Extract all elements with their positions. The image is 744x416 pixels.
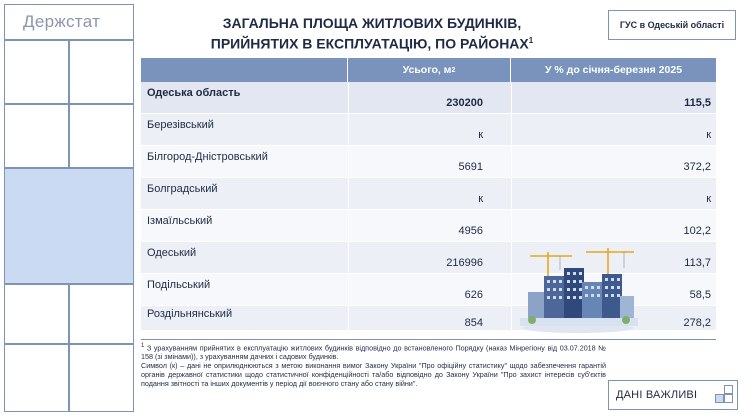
footnotes: [141, 342, 606, 388]
row-percent: к: [706, 129, 711, 141]
footnote-mark: 1: [528, 36, 534, 45]
header-total-sup: 2: [451, 66, 456, 74]
table-header: [141, 58, 716, 82]
row-name: Білгород-Дністровський: [147, 151, 268, 163]
important-data-badge: [608, 380, 738, 410]
row-name: Одеський: [147, 247, 197, 259]
grid-cell: [4, 284, 69, 344]
agency-text: ГУС в Одеській області: [619, 20, 725, 30]
row-percent: 278,2: [683, 317, 711, 329]
footnote-1-text: З урахуванням прийнятих в експлуатацію житлових будинків відповідно до встановленого Порядку (наказ Мінрегіону від 03.07.2018 № 158 (зі змінами)), з урахуванням дачних і садових будинків.: [141, 343, 607, 362]
grid-cell: [4, 40, 69, 104]
footnote-2: Символ (к) – дані не оприлюднюються з метою виконання вимог Закону України "Про офіційну статистику" щодо забезпечення гарантій органів державної статистики щодо статистичної конфіденційності та/або відповідно до Закону України "Про захист інтересів суб'єктів подання звітності та інших документів у період дії воєнного стану або стану війни".: [141, 361, 606, 389]
page-title: [142, 14, 602, 53]
badge-label: ДАНІ ВАЖЛИВІ: [616, 389, 698, 401]
title-line-1: ЗАГАЛЬНА ПЛОЩА ЖИТЛОВИХ БУДИНКІВ,: [222, 15, 522, 31]
row-total: 230200: [446, 97, 483, 109]
grid-cell: [69, 344, 134, 412]
row-percent: 58,5: [689, 289, 711, 301]
row-percent: 102,2: [683, 225, 711, 237]
row-name: Одеська область: [147, 87, 241, 99]
brand-name: Держстат: [23, 12, 101, 31]
header-total-text: Усього, м: [402, 64, 452, 76]
badge-decor-square: [715, 394, 724, 403]
grid-cell: [4, 104, 69, 168]
row-total: 626: [464, 289, 483, 301]
left-grid-panel: [4, 4, 134, 412]
row-name: Березівський: [147, 119, 214, 131]
footnote-1-mark: 1: [141, 343, 145, 349]
row-name: Подільський: [147, 279, 211, 291]
row-name: Болградський: [147, 183, 218, 195]
row-total: 4956: [458, 225, 483, 237]
row-total: к: [478, 129, 483, 141]
badge-decor-square: [724, 394, 733, 403]
row-percent: 113,7: [684, 257, 711, 269]
table-row: [141, 178, 716, 210]
row-name: Ізмаїльський: [147, 215, 213, 227]
construction-buildings-icon: [520, 246, 638, 334]
row-total: к: [478, 193, 483, 205]
table-row: [141, 114, 716, 146]
title-line-2: [142, 32, 602, 53]
table-row: [141, 210, 716, 242]
row-total: 854: [464, 317, 483, 329]
row-percent: к: [706, 193, 711, 205]
table-bottom-divider: [141, 339, 716, 340]
table-row: [141, 82, 716, 114]
row-percent: 115,5: [684, 97, 711, 109]
title-line-2-text: ПРИЙНЯТИХ В ЕКСПЛУАТАЦІЮ, ПО РАЙОНАХ: [210, 35, 529, 52]
header-percent: У % до січня-березня 2025: [544, 64, 683, 76]
row-name: Роздільнянський: [147, 308, 233, 320]
row-total: 216996: [446, 257, 483, 269]
badge-decor-square: [724, 385, 733, 394]
brand-logo: [4, 4, 134, 40]
row-total: 5691: [458, 161, 483, 173]
header-region: [141, 58, 348, 82]
header-total: [348, 58, 511, 82]
footnote-1: [141, 342, 606, 361]
agency-label: [608, 10, 736, 40]
grid-cell: [4, 344, 69, 412]
grid-cell: [69, 104, 134, 168]
row-percent: 372,2: [683, 161, 711, 173]
grid-cell: [69, 40, 134, 104]
grid-cell: [69, 284, 134, 344]
table-row: [141, 146, 716, 178]
grid-cell-highlighted: [4, 168, 134, 284]
